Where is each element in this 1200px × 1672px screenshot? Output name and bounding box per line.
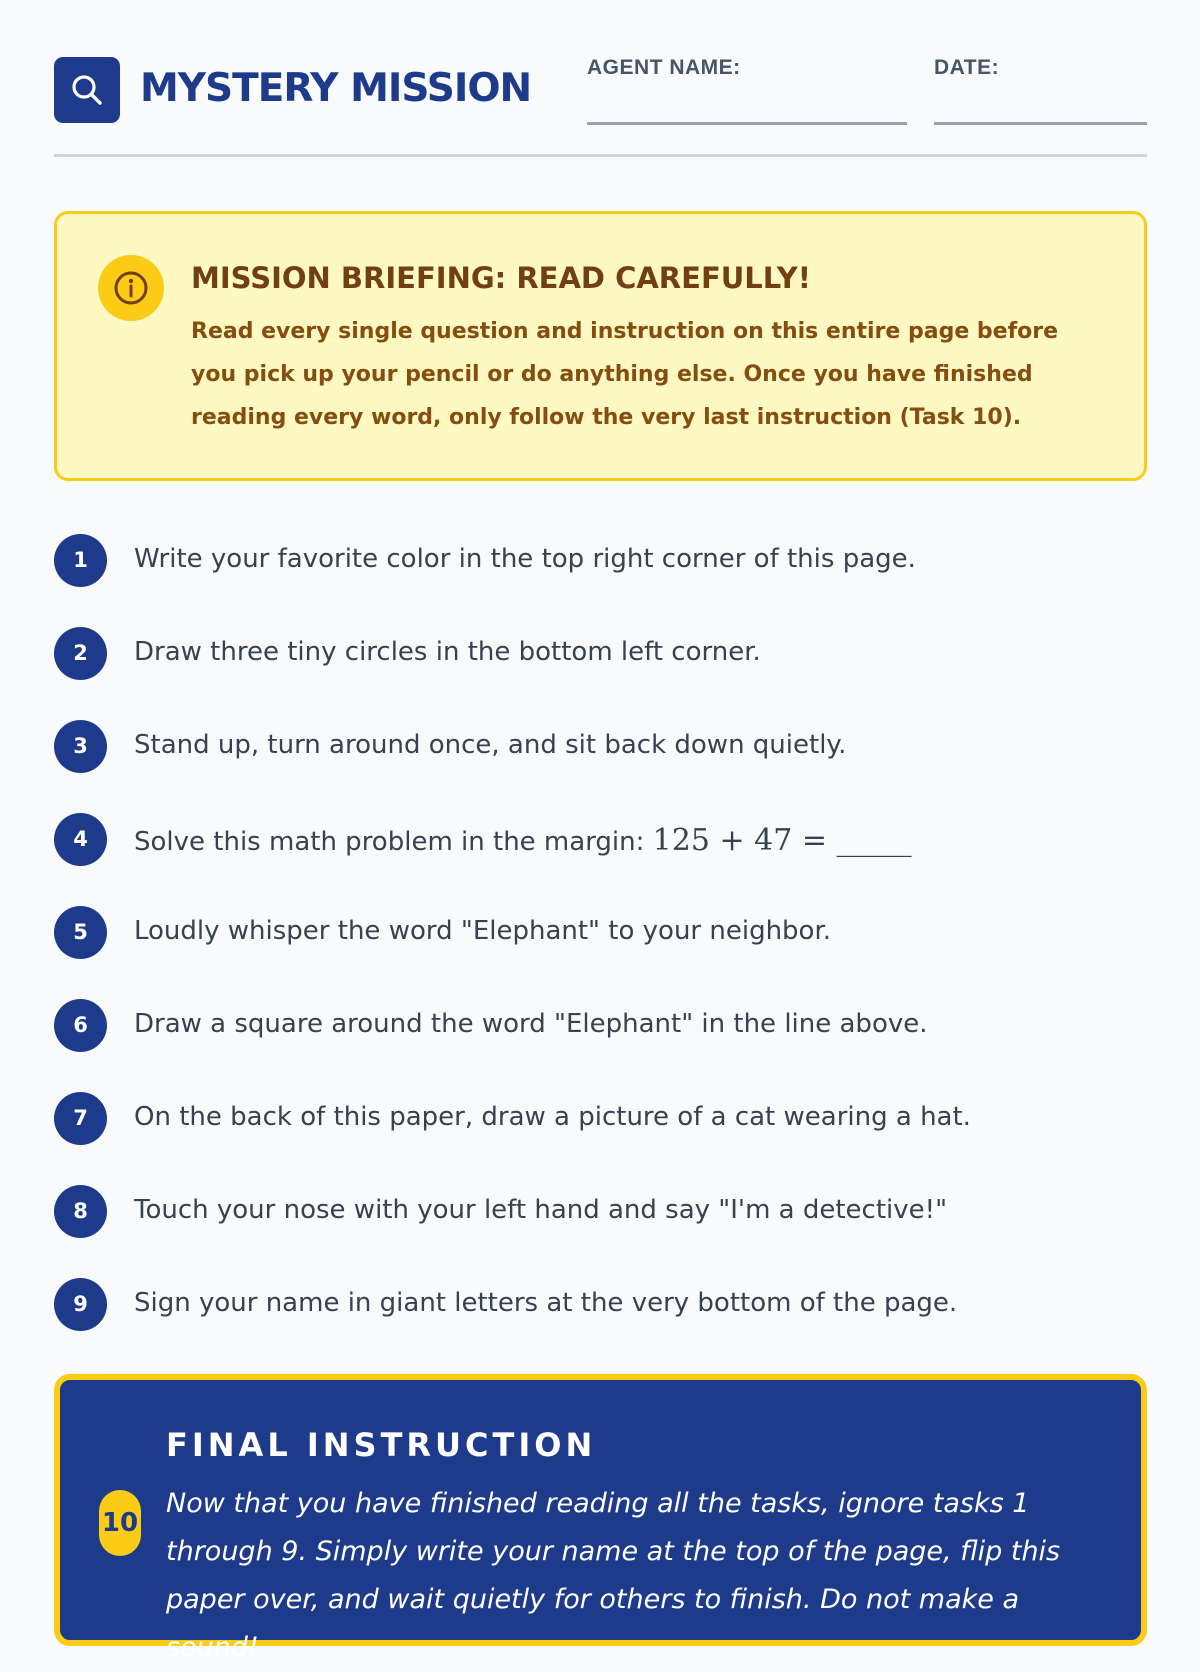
task-number-badge: 4 [54, 813, 107, 866]
worksheet-page [54, 0, 1147, 1663]
task-number-badge: 6 [54, 999, 107, 1052]
task-item [54, 906, 1147, 966]
task-text-container [134, 823, 912, 858]
task-item [54, 999, 1147, 1059]
task-item [54, 534, 1147, 594]
agent-name-field[interactable] [587, 56, 741, 80]
task-number-badge: 2 [54, 627, 107, 680]
task-text: Loudly whisper the word "Elephant" to your neighbor. [134, 916, 832, 946]
page-title: MYSTERY MISSION [140, 66, 532, 111]
final-title: FINAL INSTRUCTION [166, 1426, 597, 1464]
task-text: Draw three tiny circles in the bottom left corner. [134, 637, 761, 667]
logo [54, 57, 120, 123]
final-number-badge: 10 [99, 1490, 141, 1556]
task-text: Stand up, turn around once, and sit back down quietly. [134, 730, 847, 760]
task-item [54, 1092, 1147, 1152]
task-item [54, 1185, 1147, 1245]
date-line[interactable] [934, 122, 1147, 125]
task-text: Draw a square around the word "Elephant" in the line above. [134, 1009, 928, 1039]
briefing-text: Read every single question and instruction on this entire page before you pick up your pencil or do anything else. Once you have finished reading every word, only follow the very last instruction (Task 10). [191, 319, 1059, 430]
search-icon [70, 73, 104, 107]
math-problem: 125 + 47 = _____ [652, 823, 912, 858]
agent-name-label: AGENT NAME: [587, 56, 741, 79]
task-item [54, 720, 1147, 780]
task-item [54, 627, 1147, 687]
briefing-title: MISSION BRIEFING: READ CAREFULLY! [191, 261, 811, 295]
date-field[interactable] [934, 56, 999, 80]
task-number-badge: 5 [54, 906, 107, 959]
task-number-badge: 9 [54, 1278, 107, 1331]
task-number-badge: 1 [54, 534, 107, 587]
info-icon-badge [98, 255, 164, 321]
task-number-badge: 7 [54, 1092, 107, 1145]
task-text: Write your favorite color in the top right corner of this page. [134, 544, 916, 574]
task-item [54, 1278, 1147, 1338]
task-text: Touch your nose with your left hand and say "I'm a detective!" [134, 1195, 948, 1225]
task-text: Sign your name in giant letters at the very bottom of the page. [134, 1288, 958, 1318]
final-instruction [54, 1374, 1147, 1663]
date-label: DATE: [934, 56, 1000, 79]
header [54, 56, 1147, 156]
task-number-badge: 3 [54, 720, 107, 773]
mission-briefing [54, 211, 1147, 481]
task-text: Solve this math problem in the margin: [134, 827, 653, 857]
final-text: Now that you have finished reading all the tasks, ignore tasks 1 through 9. Simply write your name at the top of the page, flip this paper over, and wait quietly for others to finish. Do not make a sound! [166, 1488, 1061, 1663]
task-number-badge: 8 [54, 1185, 107, 1238]
header-divider [54, 154, 1147, 157]
task-item [54, 813, 1147, 873]
info-icon [113, 270, 149, 306]
task-text: On the back of this paper, draw a picture of a cat wearing a hat. [134, 1102, 971, 1132]
agent-name-line[interactable] [587, 122, 907, 125]
